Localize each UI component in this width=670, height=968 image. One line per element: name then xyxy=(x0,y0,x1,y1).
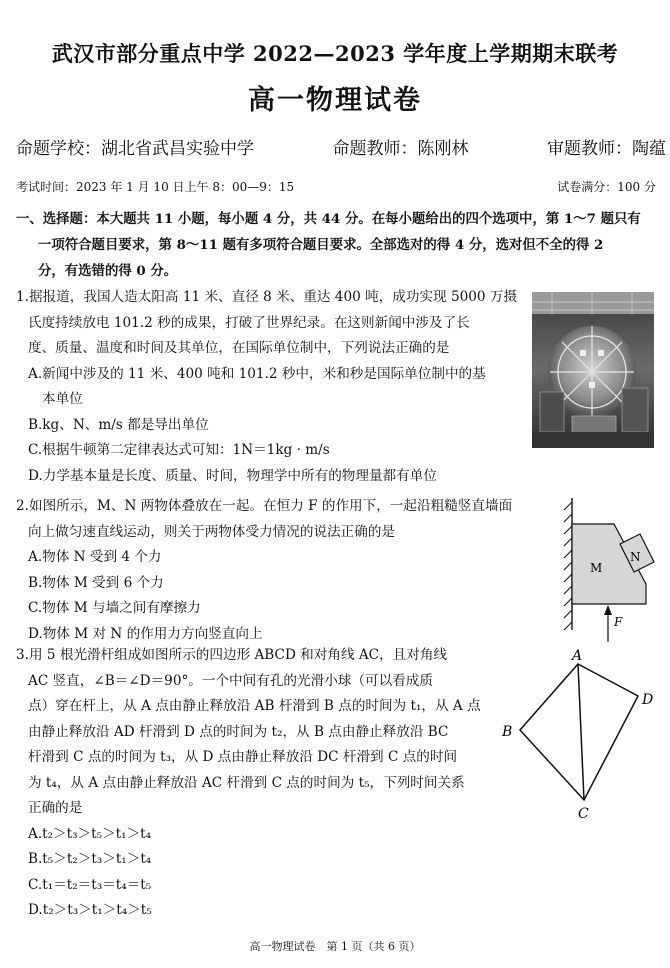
label-c: C xyxy=(578,806,589,822)
label-m: M xyxy=(590,561,603,575)
question-line: 3.用 5 根光滑杆组成如图所示的四边形 ABCD 和对角线 AC，且对角线 xyxy=(16,647,448,663)
option-a: A.新闻中涉及的 11 米、400 吨和 101.2 秒中，米和秒是国际单位制中的基 xyxy=(28,365,486,382)
option-b: B.物体 M 受到 6 个力 xyxy=(28,574,164,591)
exam-title: 武汉市部分重点中学 2022—2023 学年度上学期期末联考 xyxy=(51,41,619,66)
label-n: N xyxy=(630,550,641,564)
section-instructions xyxy=(16,206,656,284)
school-label: 命题学校：湖北省武昌实验中学 xyxy=(16,139,254,159)
label-b: B xyxy=(502,724,513,740)
q2-figure xyxy=(556,494,658,646)
option-a: A.物体 N 受到 4 个力 xyxy=(28,549,162,565)
question-2 xyxy=(16,494,556,647)
question-line: 由静止释放沿 AD 杆滑到 D 点的时间为 t₂，从 B 点由静止释放沿 BC xyxy=(28,723,449,740)
option-c: C.根据牛顿第二定律表达式可知：1N＝1kg · m/s xyxy=(28,442,330,458)
question-line: 度、质量、温度和时间及其单位，在国际单位制中，下列说法正确的是 xyxy=(28,340,450,356)
option-b: B.kg、N、m/s 都是导出单位 xyxy=(28,416,209,433)
option-a: A.t₂＞t₃＞t₅＞t₁＞t₄ xyxy=(28,825,152,842)
question-1 xyxy=(16,285,526,489)
option-d: D.物体 M 对 N 的作用力方向竖直向上 xyxy=(28,625,263,642)
question-3 xyxy=(16,643,506,924)
exam-time: 考试时间：2023 年 1 月 10 日上午 8：00—9：15 xyxy=(16,180,295,194)
option-b: B.t₅＞t₂＞t₃＞t₁＞t₄ xyxy=(28,851,152,867)
question-line: 点）穿在杆上，从 A 点由静止释放沿 AB 杆滑到 B 点的时间为 t₁，从 A 点 xyxy=(28,698,481,714)
section-line: 分，有选错的得 0 分。 xyxy=(38,263,178,279)
label-d: D xyxy=(642,692,654,708)
question-line: 杆滑到 C 点的时间为 t₃，从 D 点由静止释放沿 DC 杆滑到 C 点的时间 xyxy=(28,749,458,765)
question-line: AC 竖直，∠B＝∠D＝90°。一个中间有孔的光滑小球（可以看成质 xyxy=(28,672,433,689)
option-c: C.t₁＝t₂＝t₃＝t₄＝t₅ xyxy=(28,876,152,893)
question-line: 1.据报道，我国人造太阳高 11 米、直径 8 米、重达 400 吨，成功实现 5000 万摄 xyxy=(16,289,518,305)
reviewer-label: 审题教师：陶蕴 xyxy=(547,139,666,159)
question-line: 为 t₄，从 A 点由静止释放沿 AC 杆滑到 C 点的时间为 t₅，下列时间关系 xyxy=(28,774,465,791)
author-line xyxy=(16,134,666,159)
full-score: 试卷满分：100 分 xyxy=(557,180,656,194)
option-d: D.力学基本量是长度、质量、时间，物理学中所有的物理量都有单位 xyxy=(28,467,437,484)
teacher-label: 命题教师：陈刚林 xyxy=(332,139,469,159)
question-line: 氏度持续放电 101.2 秒的成果，打破了世界纪录。在这则新闻中涉及了长 xyxy=(28,314,470,331)
section-line: 一项符合题目要求，第 8～11 题有多项符合题目要求。全部选对的得 4 分，选对但不全的得 2 xyxy=(38,237,604,253)
option-d: D.t₂＞t₃＞t₁＞t₄＞t₅ xyxy=(28,902,152,918)
option-a-cont: 本单位 xyxy=(42,391,83,407)
subject-title: 高一物理试卷 xyxy=(248,85,422,116)
question-line: 向上做匀速直线运动，则关于两物体受力情况的说法正确的是 xyxy=(28,523,396,540)
page-footer: 高一物理试卷 第 1 页（共 6 页） xyxy=(249,940,421,953)
option-c: C.物体 M 与墙之间有摩擦力 xyxy=(28,600,201,616)
label-a: A xyxy=(572,648,583,664)
label-f: F xyxy=(614,615,623,629)
question-line: 2.如图所示，M、N 两物体叠放在一起。在恒力 F 的作用下，一起沿粗糙竖直墙面 xyxy=(16,498,513,514)
section-line: 一、选择题：本大题共 11 小题，每小题 4 分，共 44 分。在每小题给出的四个选项中，第 1～7 题只有 xyxy=(16,211,641,227)
question-line: 正确的是 xyxy=(28,800,83,816)
reactor-photo xyxy=(532,292,654,448)
q3-figure xyxy=(496,644,662,824)
